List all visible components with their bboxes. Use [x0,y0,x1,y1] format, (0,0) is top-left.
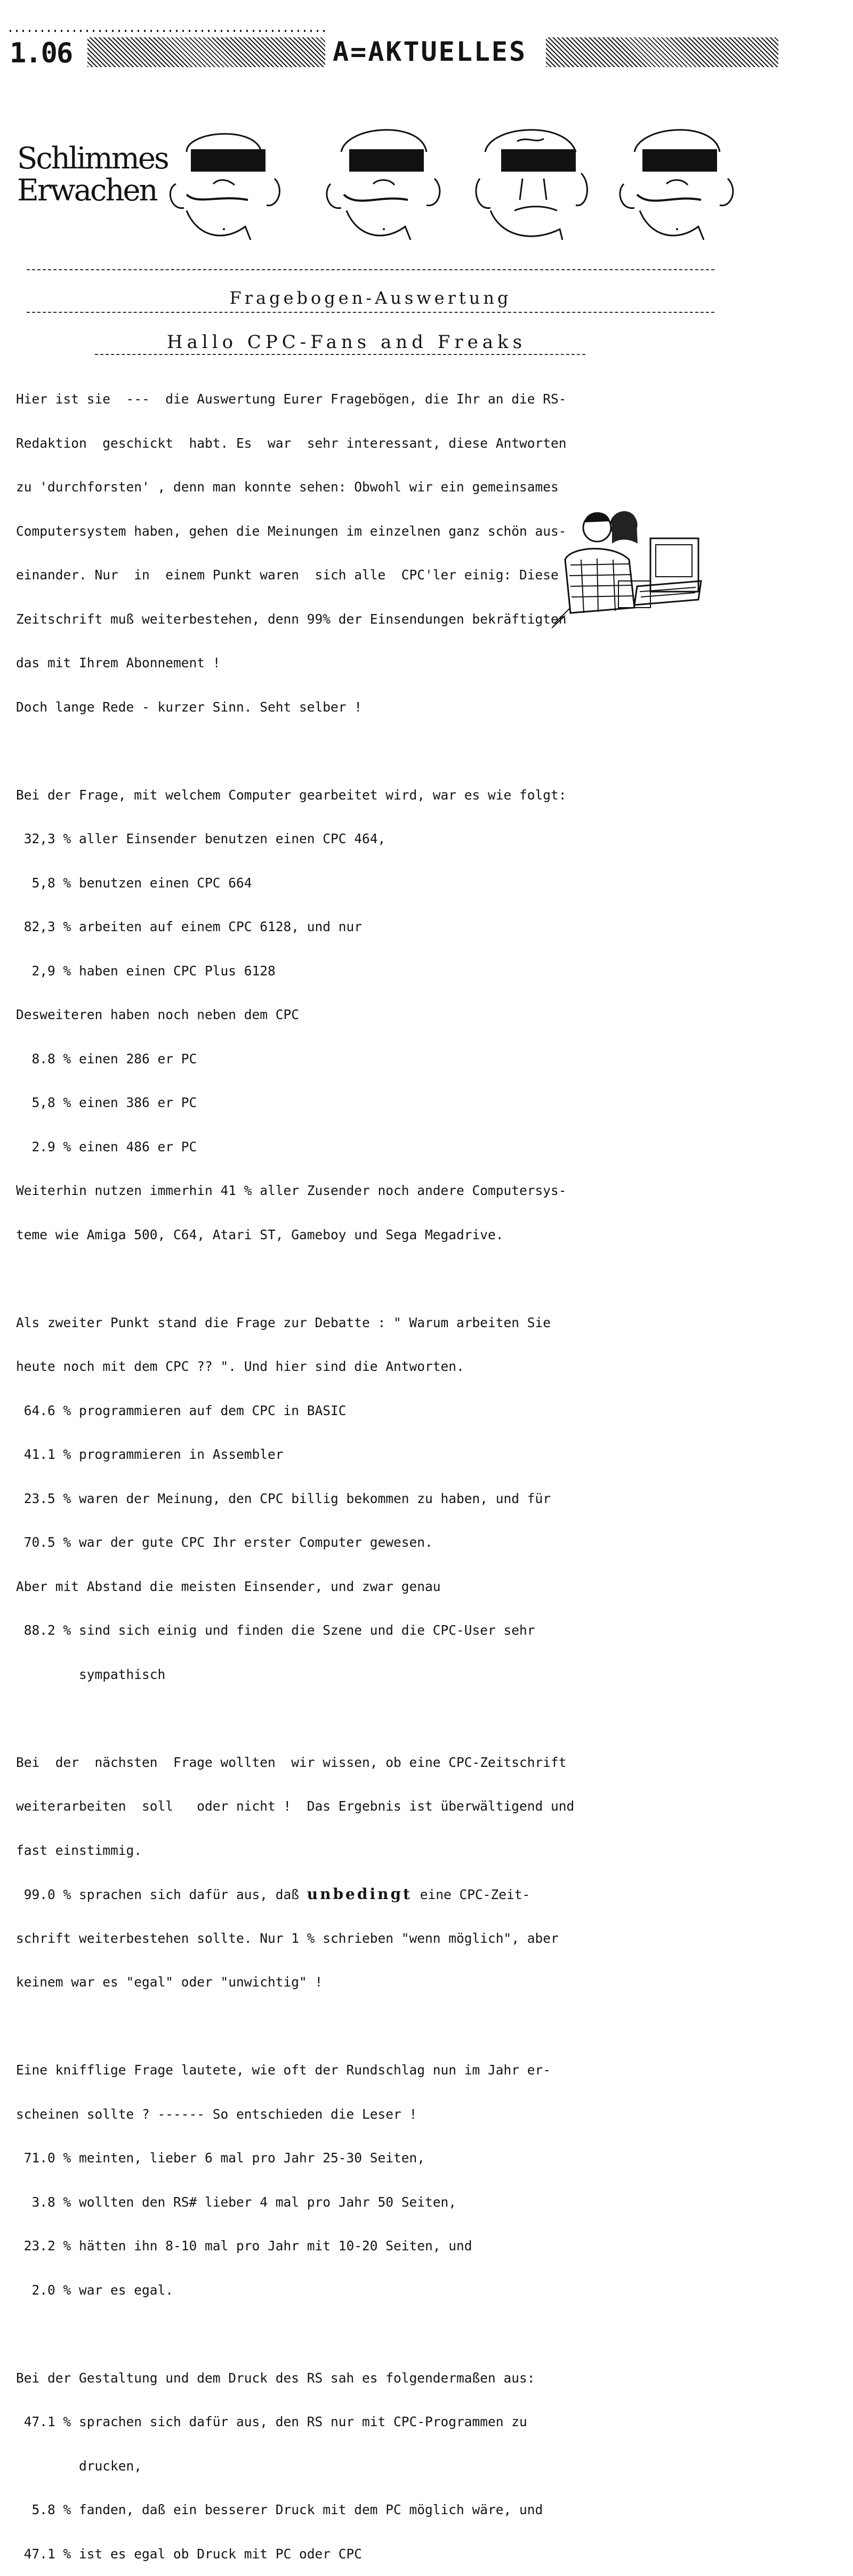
page-header [7,34,778,71]
cartoon-face-1-icon [155,120,288,243]
body-line-22: Als zweiter Punkt stand die Frage zur Debatte : " Warum arbeiten Sie [16,1314,551,1330]
greeting-underline [95,354,585,355]
body-line-41: 71.0 % meinten, lieber 6 mal pro Jahr 25-30 Seiten, [16,2150,425,2166]
article-greeting: Hallo CPC-Fans and Freaks [166,332,527,353]
body-line-44: 2.0 % war es egal. [16,2282,174,2298]
body-line-49: 5.8 % fanden, daß ein besserer Druck mit dem PC möglich wäre, und [16,2502,543,2517]
dashed-rule-top [27,269,714,270]
hatch-pattern-left [87,37,325,67]
cartoon-face-2-icon [320,120,453,243]
body-line-8: Doch lange Rede - kurzer Sinn. Seht selber ! [16,699,363,715]
body-line-5: einander. Nur in einem Punkt waren sich alle CPC'ler einig: Diese [16,567,559,583]
body-line-40: scheinen sollte ? ------ So entschieden die Leser ! [16,2106,417,2122]
body-line-11: 32,3 % aller Einsender benutzen einen CPC 464, [16,831,386,846]
banner-title-line2: Erwachen [17,173,157,208]
body-line-43: 23.2 % hätten ihn 8-10 mal pro Jahr mit 10-20 Seiten, und [16,2238,472,2254]
banner-title [17,143,168,207]
body-line-35 [16,1887,741,1902]
body-line-29: 88.2 % sind sich einig und finden die Szene und die CPC-User sehr [16,1622,535,1638]
body-line-15: Desweiteren haben noch neben dem CPC [16,1007,300,1022]
body-line-32: Bei der nächsten Frage wollten wir wissen, ob eine CPC-Zeitschrift [16,1754,567,1770]
body-line-33: weiterarbeiten soll oder nicht ! Das Ergebnis ist überwältigend und [16,1798,575,1814]
banner-title-line1: Schlimmes [17,141,168,176]
dashed-rule-under-title [27,312,714,313]
body-line-38 [16,2019,741,2034]
cartoon-face-3-icon [469,120,597,243]
body-line-21 [16,1271,741,1286]
body-line-3: zu 'durchforsten' , denn man konnte sehen: Obwohl wir ein gemeinsames [16,479,559,495]
body-line-19: Weiterhin nutzen immerhin 41 % aller Zusender noch andere Computersys- [16,1183,567,1198]
body-line-12: 5,8 % benutzen einen CPC 664 [16,875,252,891]
dotted-rule [10,30,329,32]
body-line-6: Zeitschrift muß weiterbestehen, denn 99% der Einsendungen bekräftigten [16,611,567,627]
body-line-46: Bei der Gestaltung und dem Druck des RS sah es folgendermaßen aus: [16,2370,535,2386]
body-line-1: Hier ist sie --- die Auswertung Eurer Fragebögen, die Ihr an die RS- [16,391,567,407]
body-line-39: Eine knifflige Frage lautete, wie oft der Rundschlag nun im Jahr er- [16,2062,551,2078]
body-line-20: teme wie Amiga 500, C64, Atari ST, Gameboy und Sega Megadrive. [16,1226,504,1242]
body-line-14: 2,9 % haben einen CPC Plus 6128 [16,963,276,979]
body-line-23: heute noch mit dem CPC ?? ". Und hier sind die Antworten. [16,1359,464,1374]
body-line-13: 82,3 % arbeiten auf einem CPC 6128, und nur [16,919,363,934]
article-title: Fragebogen-Auswertung [229,288,512,308]
body-line-25: 41.1 % programmieren in Assembler [16,1447,284,1462]
body-line-27: 70.5 % war der gute CPC Ihr erster Computer gewesen. [16,1535,433,1550]
body-line-34: fast einstimmig. [16,1842,142,1858]
section-title: A=AKTUELLES [333,36,527,67]
emphasis-unbedingt: unbedingt [307,1885,412,1903]
cartoon-face-4-icon [613,120,741,243]
body-line-48: drucken, [16,2458,142,2474]
body-line-50: 47.1 % ist es egal ob Druck mit PC oder CPC [16,2546,363,2562]
body-line-35-end: eine CPC-Zeit- [412,1887,530,1902]
body-line-9 [16,744,741,758]
body-line-28: Aber mit Abstand die meisten Einsender, und zwar genau [16,1578,441,1594]
body-line-18: 2.9 % einen 486 er PC [16,1138,197,1154]
body-line-26: 23.5 % waren der Meinung, den CPC billig bekommen zu haben, und für [16,1490,551,1506]
body-line-35-start: 99.0 % sprachen sich dafür aus, daß [16,1887,307,1902]
body-line-31 [16,1711,741,1726]
body-line-17: 5,8 % einen 386 er PC [16,1095,197,1110]
body-line-47: 47.1 % sprachen sich dafür aus, den RS nur mit CPC-Programmen zu [16,2414,527,2429]
body-line-37: keinem war es "egal" oder "unwichtig" ! [16,1974,323,1990]
article-body [16,362,741,2576]
body-line-10: Bei der Frage, mit welchem Computer gearbeitet wird, war es wie folgt: [16,787,567,803]
body-line-7: das mit Ihrem Abonnement ! [16,655,221,671]
body-line-42: 3.8 % wollten den RS# lieber 4 mal pro Jahr 50 Seiten, [16,2194,457,2210]
body-line-16: 8.8 % einen 286 er PC [16,1051,197,1067]
body-line-30: sympathisch [16,1666,166,1682]
body-line-4: Computersystem haben, gehen die Meinungen im einzelnen ganz schön aus- [16,523,567,539]
hatch-pattern-right [546,37,778,67]
body-line-2: Redaktion geschickt habt. Es war sehr interessant, diese Antworten [16,435,567,451]
body-line-36: schrift weiterbestehen sollte. Nur 1 % schrieben "wenn möglich", aber [16,1930,559,1946]
body-line-45 [16,2327,741,2341]
page-number: 1.06 [10,37,73,69]
body-line-24: 64.6 % programmieren auf dem CPC in BASIC [16,1402,347,1418]
